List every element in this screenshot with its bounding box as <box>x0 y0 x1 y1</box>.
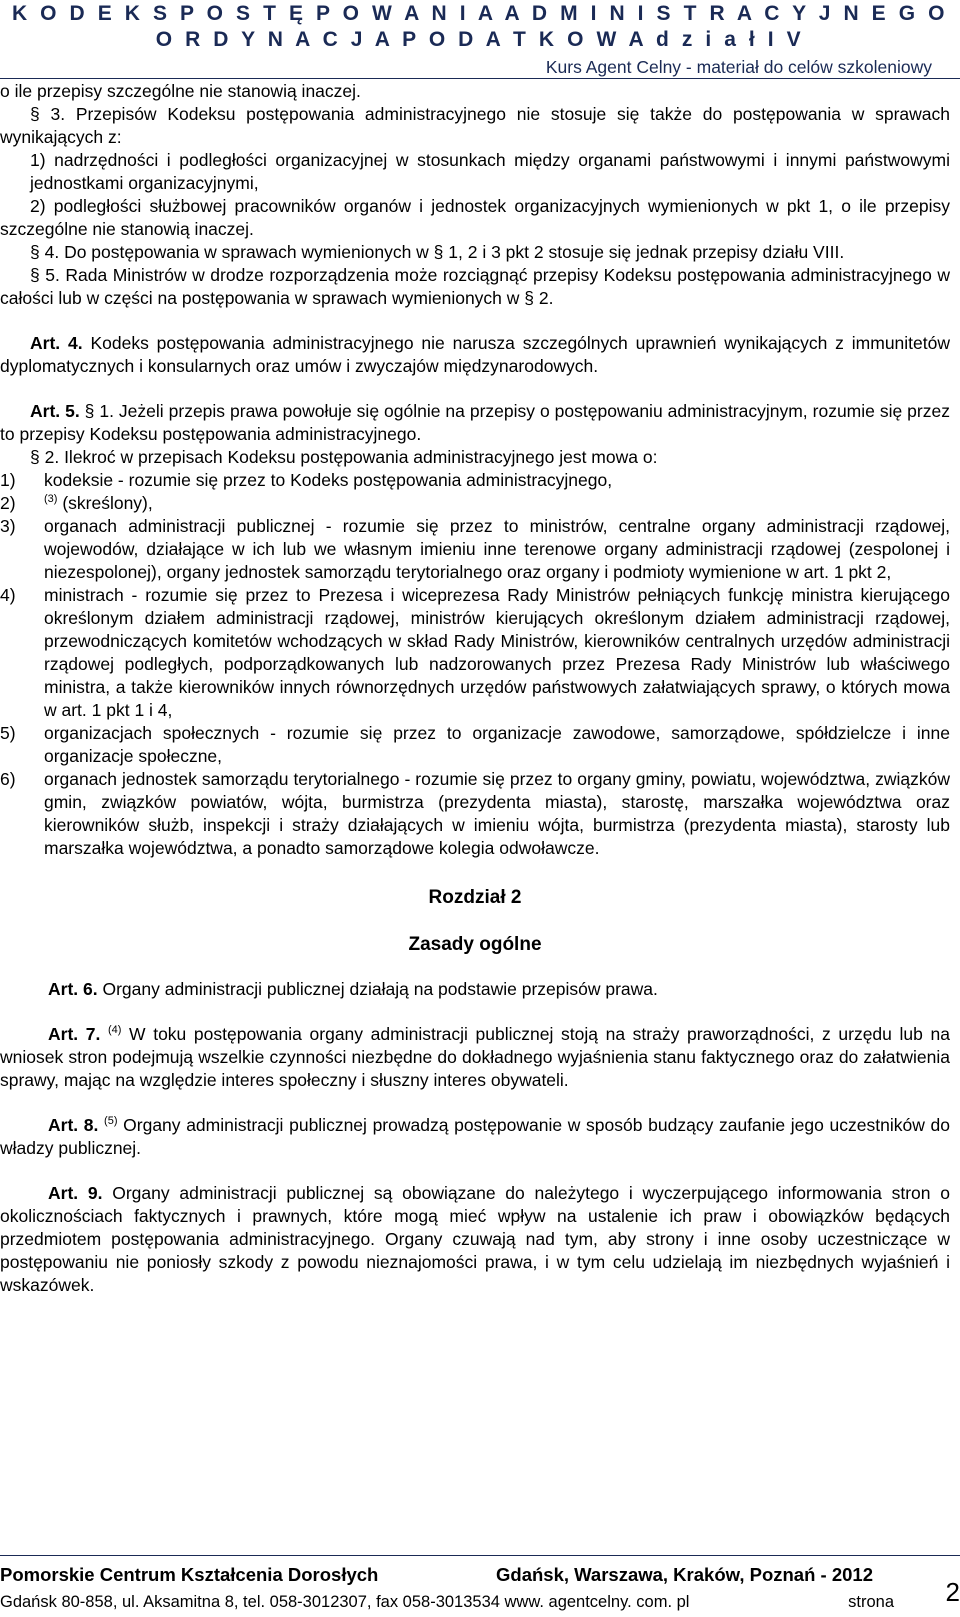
section-3: § 3. Przepisów Kodeksu postępowania administracyjnego nie stosuje się także do postępowania w sprawach wynikających z: <box>0 104 950 147</box>
list-item: 2) $^{(3)}$ (skreślony), <box>0 493 153 513</box>
article-9: Art. 9. Organy administracji publicznej są obowiązane do należytego i wyczerpującego informowania stron o okolicznościach faktycznych i prawnych, które mogą mieć wpływ na ustalenie ich praw i obowiązków będących przedmiotem postępowania administracyjnego. Organy czuwają nad tym, aby strony i inne osoby uczestniczące w postępowaniu nie poniosły szkody z powodu nieznajomości prawa, i w tym celu udzielają im niezbędnych wyjaśnień i wskazówek. <box>0 1183 950 1295</box>
header-title-line1: K O D E K S P O S T Ę P O W A N I A A D M I N I S T R A C Y J N E G O <box>11 2 949 25</box>
article-6: Art. 6. Organy administracji publicznej działają na podstawie przepisów prawa. <box>48 979 658 999</box>
list-item: 4) ministrach - rozumie się przez to Prezesa i wiceprezesa Rady Ministrów pełniących funkcję ministra kierującego określonym działem administracji rządowej, ministrów kierujących określonym działem administracji rządowej, przewodniczących komitetów wchodzących w skład Rady Ministrów, kierowników centralnych urzędów administracji rządowej podległych, podporządkowanych lub nadzorowanych przez Prezesa Rady Ministrów lub właściwego ministra, a także kierowników innych równorzędnych urzędów państwowych załatwiających sprawy, o których mowa w art. 1 pkt 1 i 4, <box>0 585 950 720</box>
article-4: Art. 4. Kodeks postępowania administracyjnego nie narusza szczególnych uprawnień wynikających z immunitetów dyplomatycznych i konsularnych oraz umów i zwyczajów międzynarodowych. <box>0 333 950 376</box>
header-title-line2: O R D Y N A C J A P O D A T K O W A d z i a ł I V <box>155 28 805 51</box>
list-item: 3) organach administracji publicznej - rozumie się przez to ministrów, centralne organy administracji rządowej, wojewodów, działające w ich lub we własnym imieniu inne terenowe organy administracji rządowej (zespolonej i niezespolonej), organy jednostek samorządu terytorialnego oraz organy i podmioty wymienione w art. 1 pkt 2, <box>0 516 950 582</box>
spacer <box>0 1160 950 1182</box>
list-item: 1) kodeksie - rozumie się przez to Kodeks postępowania administracyjnego, <box>0 470 613 490</box>
chapter-heading: Rozdział 2 <box>428 887 522 908</box>
section-5: § 5. Rada Ministrów w drodze rozporządzenia może rozciągnąć przepisy Kodeksu postępowania administracyjnego w całości lub w części na postępowania w sprawach wymienionych w § 2. <box>0 265 950 308</box>
header-subtitle: Kurs Agent Celny - materiał do celów szkoleniowy <box>545 57 932 77</box>
article-7: Art. 7. $^{(4)}$ W toku postępowania organy administracji publicznej stoją na straży praworządności, z urzędu lub na wniosek stron podejmują wszelkie czynności niezbędne do dokładnego wyjaśnienia stanu faktycznego oraz do załatwienia sprawy, mając na względzie interes społeczny i słuszny interes obywateli. <box>0 1024 950 1090</box>
footer-org: Pomorskie Centrum Kształcenia Dorosłych <box>0 1564 379 1585</box>
article-label: Art. 5. <box>30 401 80 421</box>
footer-divider <box>0 1555 960 1556</box>
list-item: 2) podległości służbowej pracowników organów i jednostek organizacyjnych wymienionych w pkt 1, o ile przepisy szczególne nie stanowią inaczej. <box>0 196 950 239</box>
footnote-ref: (4) <box>107 1024 122 1036</box>
article-5: Art. 5. § 1. Jeżeli przepis prawa powołuje się ogólnie na przepisy o postępowaniu administracyjnym, rozumie się przez to przepisy Kodeksu postępowania administracyjnego. <box>0 401 950 444</box>
header-divider <box>0 78 960 79</box>
section-marker: § 3. <box>30 104 66 124</box>
footer-line2 <box>0 1591 930 1614</box>
list-item: 6) organach jednostek samorządu terytorialnego - rozumie się przez to organy gminy, powiatu, województwa, związków gmin, związków powiatów, wójta, burmistrza (prezydenta miasta), starostę, marszałka województwa oraz kierowników służb, inspekcji i straży działających w imieniu wójta, burmistrza (prezydenta miasta), starosty lub marszałka województwa, a ponadto samorządowe kolegia odwoławcze. <box>0 769 950 858</box>
footer-cities: Gdańsk, Warszawa, Kraków, Poznań - 2012 <box>496 1564 873 1585</box>
paragraph: o ile przepisy szczególne nie stanowią inaczej. <box>0 81 361 101</box>
article-label: Art. 4. <box>30 333 83 353</box>
page-header <box>0 0 960 80</box>
section-4: § 4. Do postępowania w sprawach wymienionych w § 1, 2 i 3 pkt 2 stosuje się jednak przepisy działu VIII. <box>30 242 845 262</box>
page-number: 2 <box>945 1577 960 1607</box>
footnote-ref: (3) <box>44 493 58 505</box>
document-body <box>0 80 950 1297</box>
page-label: strona <box>848 1593 894 1611</box>
article-8: Art. 8. $^{(5)}$ Organy administracji publicznej prowadzą postępowanie w sposób budzący zaufanie jego uczestników do władzy publicznej. <box>0 1115 950 1158</box>
footer-address: Gdańsk 80-858, ul. Aksamitna 8, tel. 058-3012307, fax 058-3013534 www. agentcelny. com. pl <box>0 1593 690 1611</box>
spacer <box>0 956 950 978</box>
spacer <box>0 378 950 400</box>
list-item: 5) organizacjach społecznych - rozumie się przez to organizacje zawodowe, samorządowe, spółdzielcze i inne organizacje społeczne, <box>0 723 950 766</box>
list-item: 1) nadrzędności i podległości organizacyjnej w stosunkach między organami państwowymi i innymi państwowymi jednostkami organizacyjnymi, <box>30 150 950 193</box>
footer-line1 <box>0 1563 930 1586</box>
spacer <box>0 860 950 886</box>
article-5-section-2: § 2. Ilekroć w przepisach Kodeksu postępowania administracyjnego jest mowa o: <box>30 447 658 467</box>
spacer <box>0 310 950 332</box>
spacer <box>0 909 950 933</box>
chapter-title: Zasady ogólne <box>408 934 542 955</box>
footnote-ref: (5) <box>104 1115 118 1127</box>
spacer <box>0 1092 950 1114</box>
spacer <box>0 1001 950 1023</box>
